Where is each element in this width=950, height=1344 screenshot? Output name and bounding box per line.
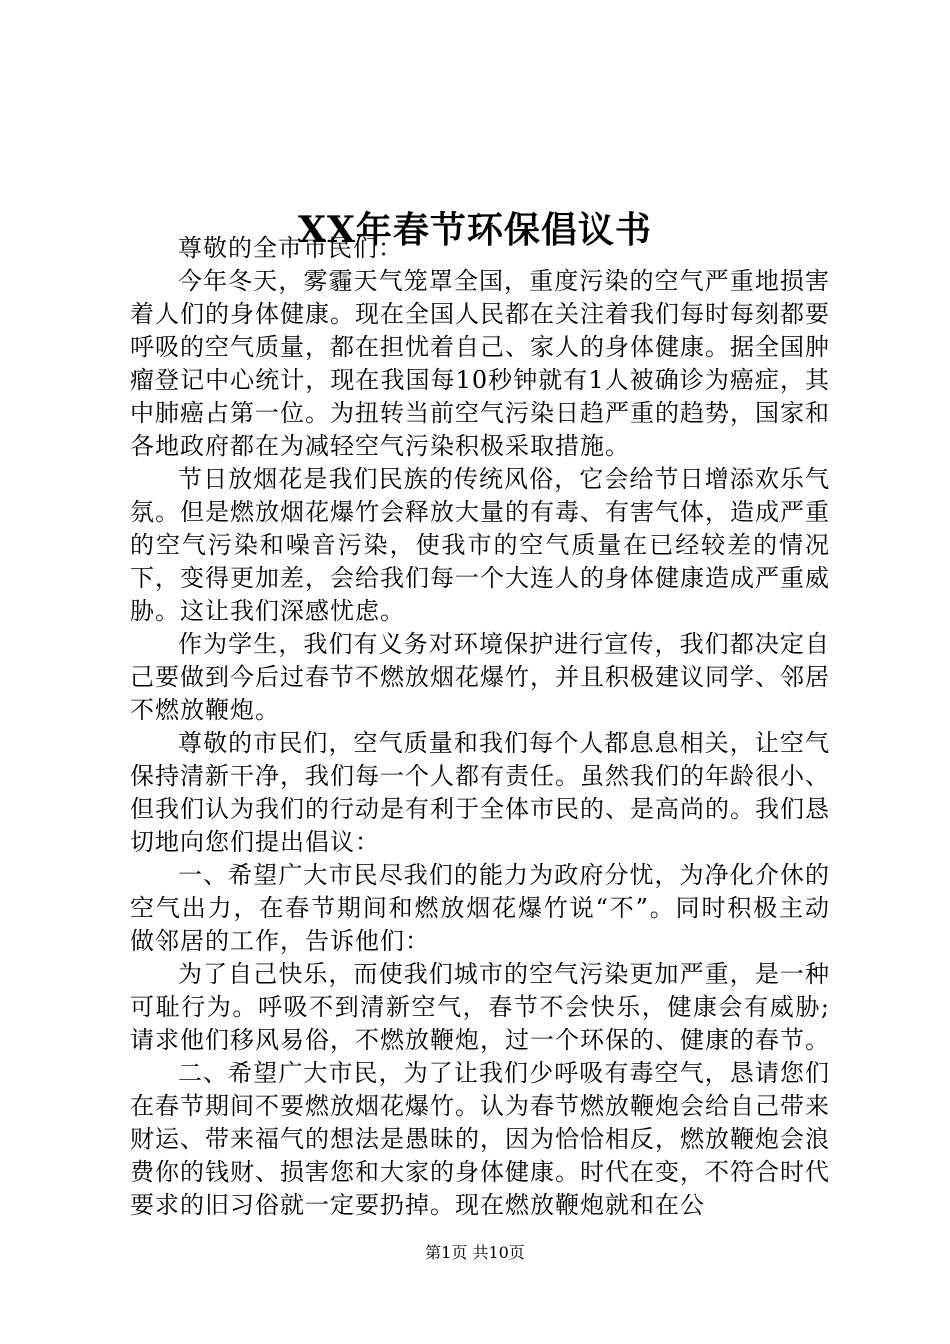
body-paragraph: 二、希望广大市民，为了让我们少呼吸有毒空气，恳请您们在春节期间不要燃放烟花爆竹。认为春节燃放鞭炮会给自己带来财运、带来福气的想法是愚昧的，因为恰恰相反，燃放鞭炮会浪费你的钱财、损害您和大家的身体健康。时代在变，不符合时代要求的旧习俗就一定要扔掉。现在燃放鞭炮就和在公 xyxy=(130,1059,830,1219)
body-paragraph: 今年冬天，雾霾天气笼罩全国，重度污染的空气严重地损害着人们的身体健康。现在全国人民都在关注着我们每时每刻都要呼吸的空气质量，都在担忧着自己、家人的身体健康。据全国肿瘤登记中心统计，现在我国每10秒钟就有1人被确诊为癌症，其中肺癌占第一位。为扭转当前空气污染日趋严重的趋势，国家和各地政府都在为减轻空气污染积极采取措施。 xyxy=(130,267,830,460)
body-paragraph: 尊敬的市民们，空气质量和我们每个人都息息相关，让空气保持清新干净，我们每一个人都有责任。虽然我们的年龄很小、但我们认为我们的行动是有利于全体市民的、是高尚的。我们恳切地向您们提出倡议： xyxy=(130,729,830,856)
body-paragraph: 一、希望广大市民尽我们的能力为政府分忧，为净化介休的空气出力，在春节期间和燃放烟花爆竹说“不”。同时积极主动做邻居的工作，告诉他们： xyxy=(130,861,830,955)
document-body xyxy=(130,232,830,1222)
body-paragraph: 作为学生，我们有义务对环境保护进行宣传，我们都决定自己要做到今后过春节不燃放烟花爆竹，并且积极建议同学、邻居不燃放鞭炮。 xyxy=(130,630,830,724)
body-paragraph: 节日放烟花是我们民族的传统风俗，它会给节日增添欢乐气氛。但是燃放烟花爆竹会释放大量的有毒、有害气体，造成严重的空气污染和噪音污染，使我市的空气质量在已经较差的情况下，变得更加差，会给我们每一个大连人的身体健康造成严重威胁。这让我们深感忧虑。 xyxy=(130,465,830,625)
salutation-paragraph: 尊敬的全市市民们： xyxy=(178,234,403,262)
document-title: XX年春节环保倡议书 xyxy=(298,209,652,252)
page-number-footer: 第1页 共10页 xyxy=(425,1243,525,1262)
body-paragraph: 为了自己快乐，而使我们城市的空气污染更加严重，是一种可耻行为。呼吸不到清新空气，春节不会快乐，健康会有威胁;请求他们移风易俗，不燃放鞭炮，过一个环保的、健康的春节。 xyxy=(130,960,830,1054)
